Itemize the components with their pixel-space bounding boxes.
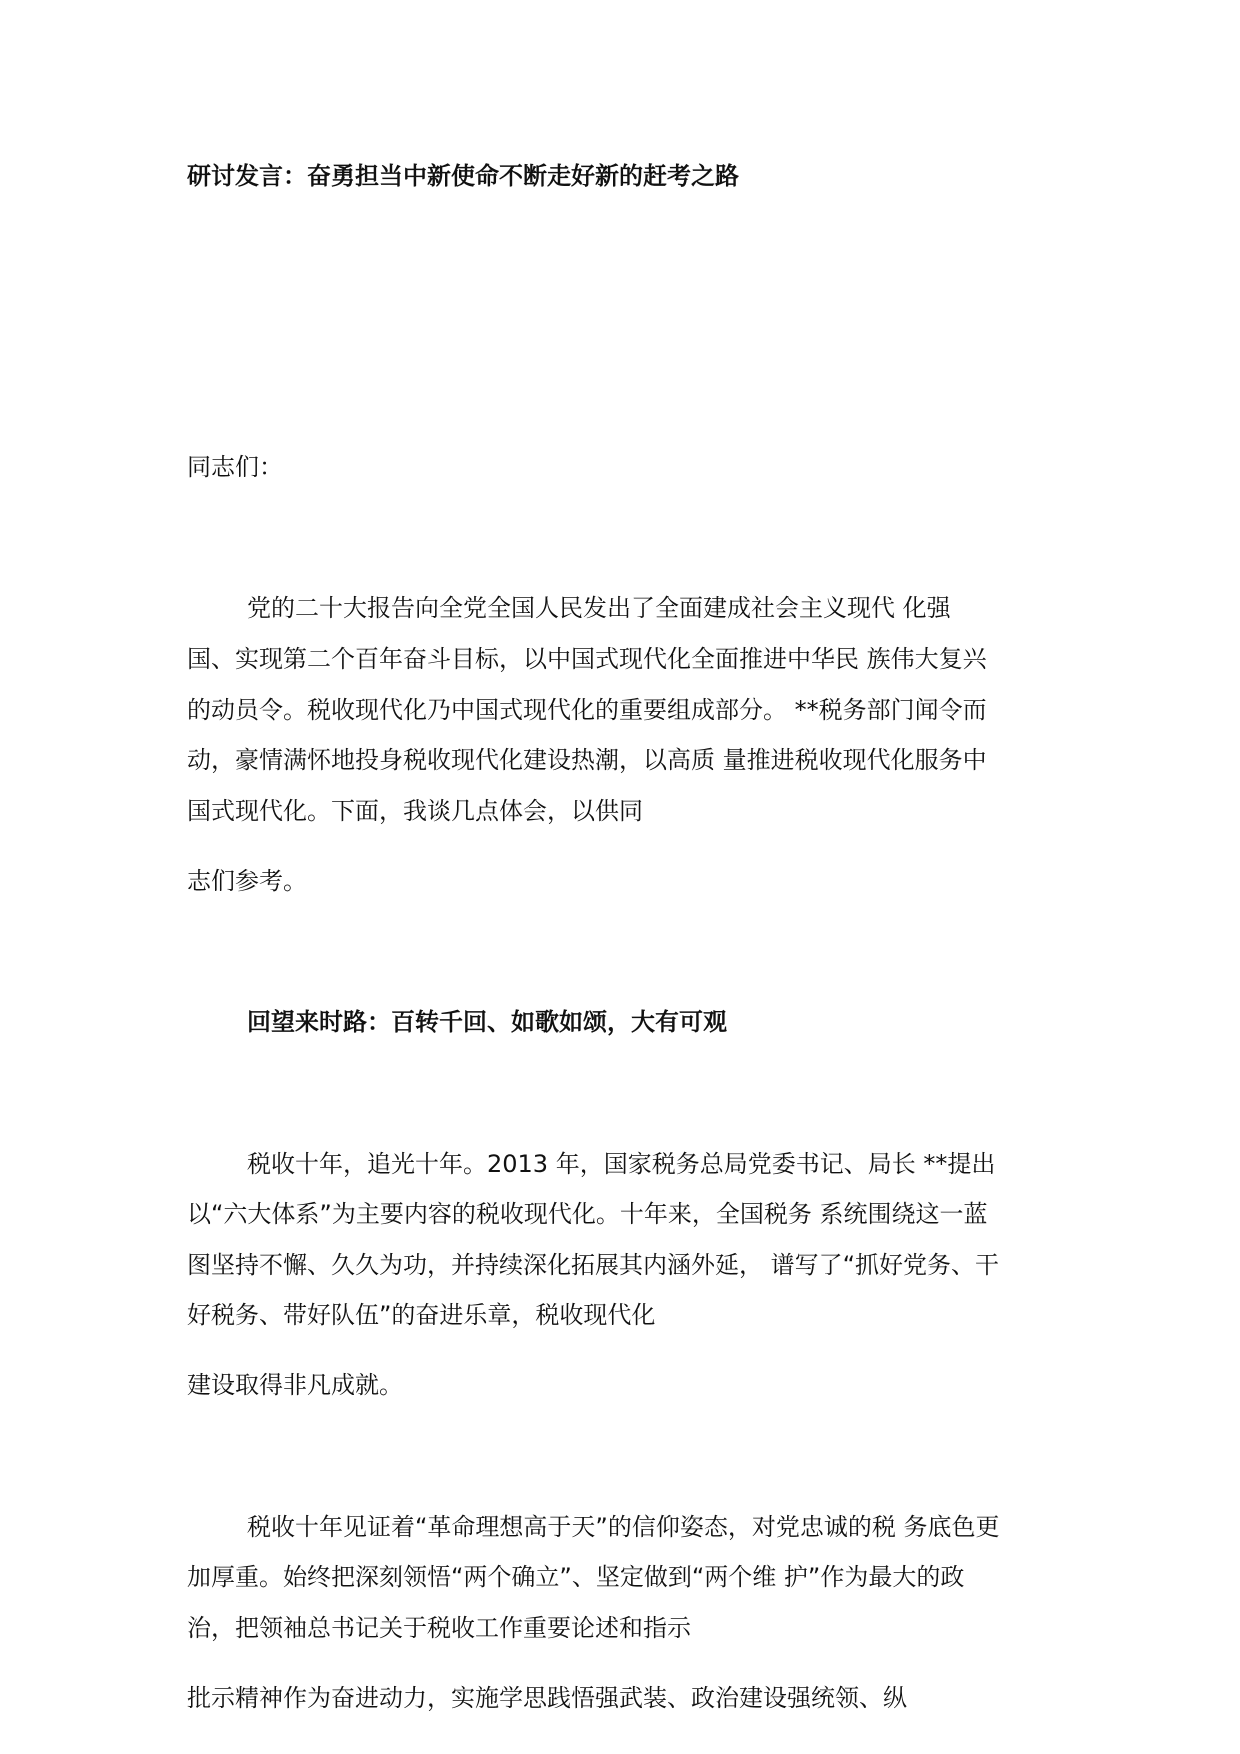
- section-heading-1: 回望来时路：百转千回、如歌如颂，大有可观: [247, 1008, 727, 1036]
- paragraph-line: 国、实现第二个百年奋斗目标，以中国式现代化全面推进中华民 族伟大复兴: [187, 645, 987, 673]
- paragraph-line: 税收十年见证着“革命理想高于天”的信仰姿态，对党忠诚的税 务底色更: [247, 1513, 1000, 1541]
- paragraph-line: 国式现代化。下面，我谈几点体会，以供同: [187, 797, 643, 825]
- paragraph-line: 建设取得非凡成就。: [187, 1371, 403, 1399]
- paragraph-line: 志们参考。: [187, 867, 307, 895]
- paragraph-line: 的动员令。税收现代化乃中国式现代化的重要组成部分。 **税务部门闻令而: [187, 696, 987, 724]
- paragraph-line: 党的二十大报告向全党全国人民发出了全面建成社会主义现代 化强: [247, 594, 951, 622]
- paragraph-line: 图坚持不懈、久久为功，并持续深化拓展其内涵外延， 谱写了“抓好党务、干: [187, 1251, 1000, 1279]
- paragraph-line: 好税务、带好队伍”的奋进乐章，税收现代化: [187, 1301, 656, 1329]
- document-title: 研讨发言：奋勇担当中新使命不断走好新的赶考之路: [187, 162, 739, 190]
- paragraph-line: 加厚重。始终把深刻领悟“两个确立”、坚定做到“两个维 护”作为最大的政: [187, 1563, 965, 1591]
- paragraph-line: 税收十年，追光十年。2013 年，国家税务总局党委书记、局长 **提出: [247, 1150, 996, 1178]
- paragraph-line: 治，把领袖总书记关于税收工作重要论述和指示: [187, 1614, 691, 1642]
- paragraph-line: 批示精神作为奋进动力，实施学思践悟强武装、政治建设强统领、纵: [187, 1684, 907, 1712]
- salutation: 同志们：: [187, 453, 283, 481]
- paragraph-line: 以“六大体系”为主要内容的税收现代化。十年来，全国税务 系统围绕这一蓝: [187, 1200, 988, 1228]
- paragraph-line: 动，豪情满怀地投身税收现代化建设热潮，以高质 量推进税收现代化服务中: [187, 746, 987, 774]
